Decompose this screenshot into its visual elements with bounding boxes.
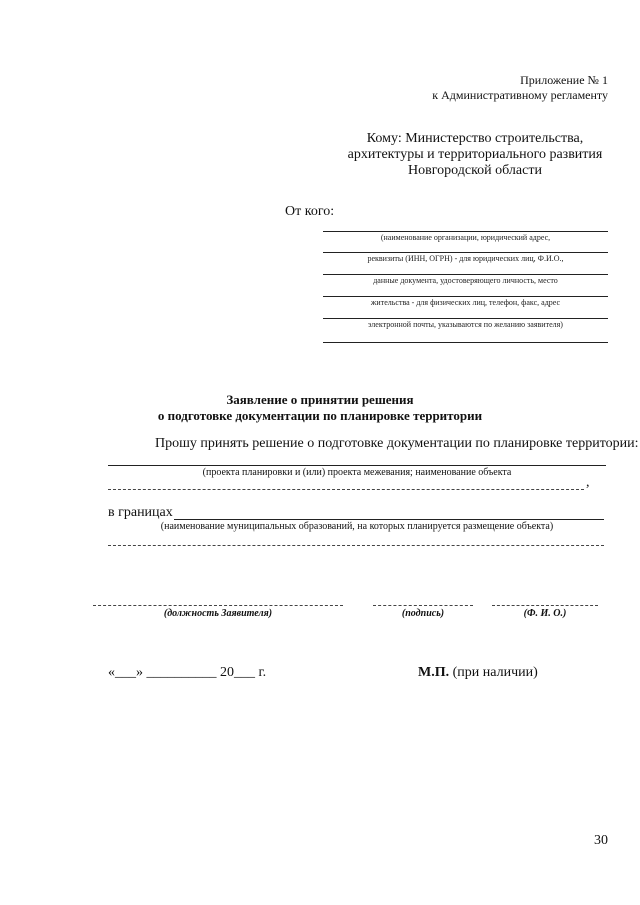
appendix-line-2: к Административному регламенту: [432, 88, 608, 102]
request-object-line[interactable]: [108, 465, 606, 466]
document-title-line-1: Заявление о принятии решения: [226, 392, 414, 407]
sender-hint-5: электронной почты, указываются по желанию заявителя): [368, 320, 563, 329]
boundaries-continuation-line[interactable]: [108, 545, 604, 546]
request-hint: (проекта планировки и (или) проекта межевания; наименование объекта: [202, 467, 512, 478]
recipient-line-3: Новгородской области: [408, 163, 542, 178]
position-line[interactable]: [93, 605, 343, 606]
recipient-line-1: Кому: Министерство строительства,: [366, 131, 584, 146]
recipient-line-2: архитектуры и территориального развития: [347, 147, 603, 162]
date-field[interactable]: «___» __________ 20___ г.: [108, 665, 267, 680]
stamp-abbrev: М.П.: [418, 665, 450, 680]
request-comma: ,: [586, 475, 590, 490]
document-title-line-2: о подготовке документации по планировке территории: [157, 408, 483, 423]
name-label: (Ф. И. О.): [523, 608, 567, 619]
sender-hint-3: данные документа, удостоверяющего личность, место: [373, 276, 558, 285]
sender-hint-1: (наименование организации, юридический адрес,: [380, 233, 551, 242]
sender-hint-2: реквизиты (ИНН, ОГРН) - для юридических лиц, Ф.И.О.,: [367, 254, 564, 263]
boundaries-label: в границах: [108, 505, 173, 520]
sender-line-5[interactable]: [323, 318, 608, 319]
signature-line[interactable]: [373, 605, 473, 606]
sender-line-1[interactable]: [323, 231, 608, 232]
sender-label: От кого:: [285, 204, 335, 219]
position-label: (должность Заявителя): [163, 608, 273, 619]
appendix-line-1: Приложение № 1: [520, 73, 608, 87]
boundaries-hint: (наименование муниципальных образований, на которых планируется размещение объекта): [160, 521, 554, 532]
stamp-note: [418, 665, 538, 681]
request-continuation-line[interactable]: [108, 489, 584, 490]
name-line[interactable]: [492, 605, 598, 606]
boundaries-line[interactable]: [174, 519, 604, 520]
signature-label: (подпись): [401, 608, 445, 619]
request-text: Прошу принять решение о подготовке документации по планировке территории:: [155, 436, 639, 451]
sender-line-6[interactable]: [323, 342, 608, 343]
sender-hint-4: жительства - для физических лиц, телефон, факс, адрес: [370, 298, 561, 307]
sender-line-3[interactable]: [323, 274, 608, 275]
sender-line-4[interactable]: [323, 296, 608, 297]
page-number: 30: [594, 833, 608, 848]
sender-line-2[interactable]: [323, 252, 608, 253]
stamp-note-text: (при наличии): [449, 665, 538, 680]
